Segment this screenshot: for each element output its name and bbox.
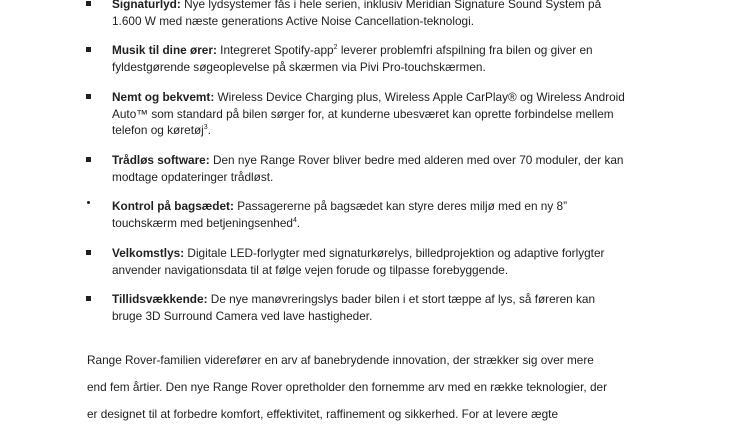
bullet-text: 1.600 W med næste generations Active Noise Cancellation-teknologi. (112, 13, 474, 28)
bullet-text: modtage opdateringer trådløst. (112, 169, 274, 184)
bullet-text: Auto™ som standard på bilen sørger for, at kunderne ubesværet kan oprette forbindelse mellem (112, 106, 614, 121)
footnote-ref: 2 (333, 44, 338, 52)
bullet-text: . (207, 123, 211, 137)
bullet-velkomstlys (86, 245, 686, 278)
bullet-text: leverer problemfri afspilning fra bilen og giver en (340, 43, 593, 57)
bullet-tillid (86, 291, 686, 324)
bullet-text: fyldestgørende søgeoplevelse på skærmen via Pivi Pro-touchskærmen. (112, 59, 486, 74)
bullet-nemt (86, 89, 686, 139)
bullet-text: telefon og køretøj (112, 123, 204, 137)
bullet-label: Trådløs software: (112, 153, 210, 167)
body-paragraph (87, 347, 677, 428)
paragraph-line: Range Rover-familien viderefører en arv af banebrydende innovation, der strækker sig over mere (87, 353, 594, 367)
bullet-kontrol (86, 198, 686, 231)
bullet-text: touchskærm med betjeningsenhed (112, 215, 293, 230)
bullet-square-icon (86, 157, 91, 162)
bullet-label: Velkomstlys: (112, 246, 185, 260)
bullet-label: Nemt og bekvemt: (112, 90, 215, 104)
paragraph-line: er designet til at forbedre komfort, effektivitet, raffinement og sikkerhed. For at levere ægte (87, 407, 559, 421)
bullet-label: Kontrol på bagsædet: (112, 199, 234, 213)
bullet-label: Musik til dine ører: (112, 43, 217, 57)
bullet-text: bruge 3D Surround Camera ved lave hastigheder. (112, 308, 373, 323)
bullet-square-icon (86, 94, 91, 99)
bullet-text: Nye lydsystemer fås i hele serien, inklusiv Meridian Signature Sound System på (184, 0, 602, 11)
bullet-square-icon (86, 47, 91, 52)
bullet-text: Integreret Spotify-app (220, 43, 334, 57)
bullet-label: Signaturlyd: (112, 0, 181, 11)
bullet-label: Tillidsvækkende: (112, 292, 208, 306)
paragraph-line: end fem årtier. Den nye Range Rover opretholder den fornemme arv med en række teknologier, der (87, 380, 607, 394)
bullet-square-icon (86, 1, 91, 6)
bullet-software (86, 152, 686, 185)
bullet-text: . (296, 215, 301, 230)
bullet-dot-icon (87, 201, 90, 204)
footnote-ref: 3 (203, 124, 208, 132)
bullet-text: Wireless Device Charging plus, Wireless Apple CarPlay® og Wireless Android (217, 90, 625, 104)
bullet-text: De nye manøvreringslys bader bilen i et stort tæppe af lys, så føreren kan (210, 292, 596, 306)
bullet-text: Den nye Range Rover bliver bedre med alderen med over 70 moduler, der kan (212, 153, 624, 167)
footnote-ref: 4 (293, 216, 297, 224)
bullet-text: Passagererne på bagsædet kan styre deres miljø med en ny 8” (237, 199, 568, 213)
bullet-text: Digitale LED-forlygter med signaturkørelys, billedprojektion og adaptive forlygter (187, 246, 605, 260)
bullet-square-icon (86, 250, 91, 255)
bullet-text: anvender navigationsdata til at følge vejen forude og tilpasse forebyggende. (112, 262, 509, 277)
bullet-square-icon (86, 296, 91, 301)
bullet-musik (86, 42, 686, 75)
bullet-signaturlyd (86, 0, 686, 29)
